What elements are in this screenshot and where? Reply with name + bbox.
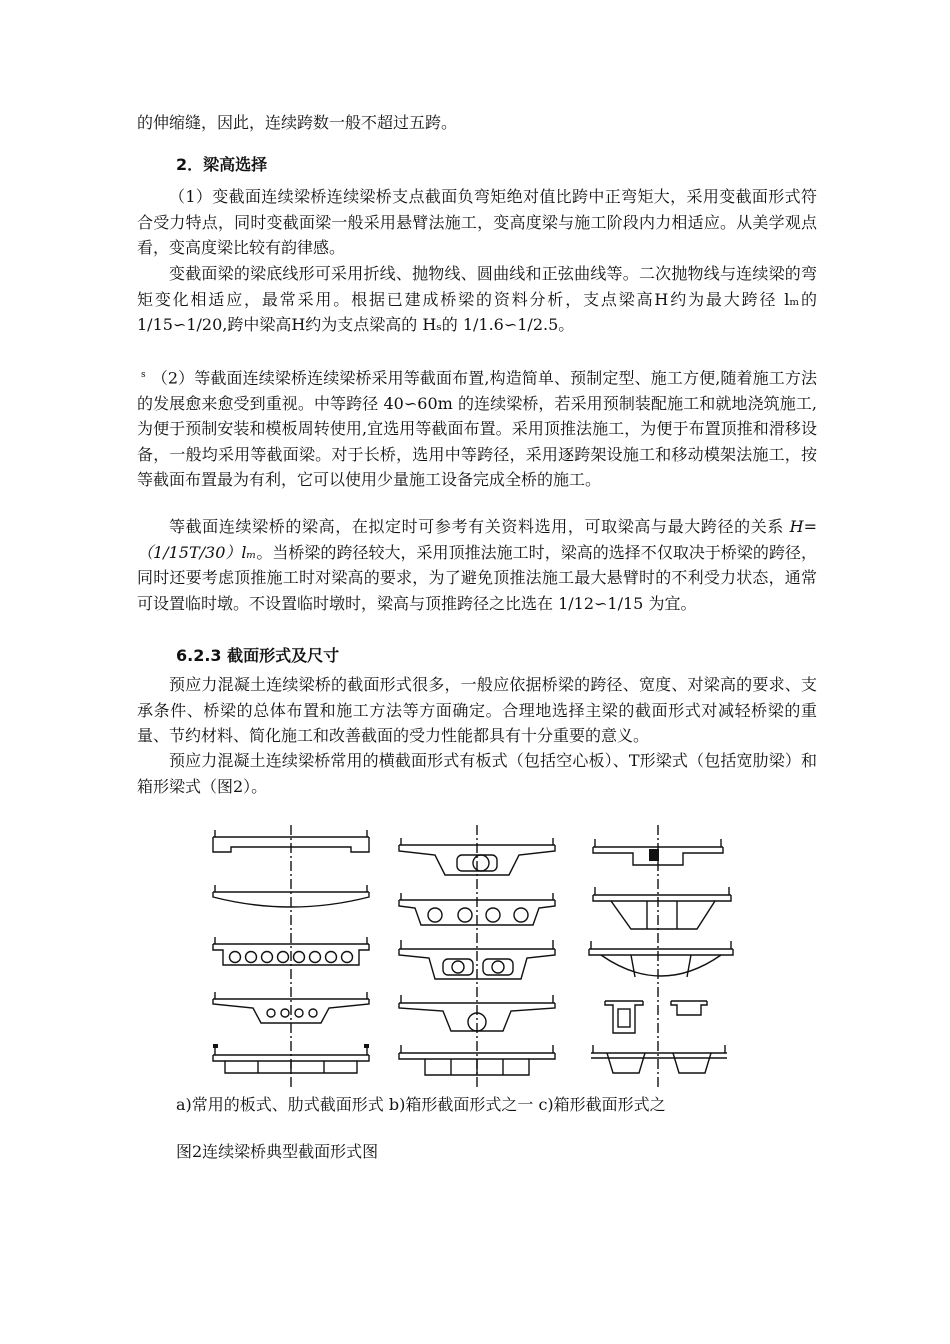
section-c4	[605, 1001, 707, 1033]
formula: H=（1/15T/30）lₘ	[137, 517, 817, 562]
figure-subcaptions: a)常用的板式、肋式截面形式 b)箱形截面形式之一 c)箱形截面形式之	[176, 1095, 666, 1114]
paragraph-constant-section-text: （2）等截面连续梁桥连续梁桥采用等截面布置,构造简单、预制定型、施工方便,随着施工方法的发展愈来愈受到重视。中等跨径 40∽60m 的连续梁桥，若采用预制装配施工和就地浇筑施工,为便于预制安装和模板周转使用,宜选用等截面布置。采用顶推法施工，为便于布置顶推和滑移设备，一般均采用等截面梁。对于长桥，选用中等跨径，采用逐跨架设施工和移动模架法施工，按等截面布置最为有利，它可以使用少量施工设备完成全桥的施工。	[137, 368, 817, 490]
paragraph-variable-section: （1）变截面连续梁桥连续梁桥支点截面负弯矩绝对值比跨中正弯矩大，采用变截面形式符合受力特点，同时变截面梁一般采用悬臂法施工，变高度梁与施工阶段内力相适应。从美学观点看，变高度梁比较有韵律感。	[137, 187, 817, 257]
paragraph-constant-beam-height	[137, 514, 817, 616]
paragraph-beam-bottom-curve: 变截面梁的梁底线形可采用折线、抛物线、圆曲线和正弦曲线等。二次抛物线与连续梁的弯矩变化相适应，最常采用。根据已建成桥梁的资料分析，支点梁高H约为最大跨径 lₘ的 1/15∽1/20,跨中梁高H约为支点梁高的 Hₛ的 1/1.6∽1/2.5。	[137, 264, 817, 334]
paragraph-text-a: 等截面连续梁桥的梁高，在拟定时可参考有关资料选用，可取梁高与最大跨径的关系	[169, 517, 790, 536]
paragraph-marker: s	[141, 370, 146, 380]
paragraph-constant-section	[137, 363, 817, 493]
section-c2	[593, 887, 731, 929]
section-heading-beam-height: 2．梁高选择	[176, 155, 268, 174]
paragraph-common-sections: 预应力混凝土连续梁桥常用的横截面形式有板式（包括空心板）、T形梁式（包括宽肋梁）和箱形梁式（图2）。	[137, 751, 817, 796]
paragraph-section-forms: 预应力混凝土连续梁桥的截面形式很多，一般应依据桥梁的跨径、宽度、对梁高的要求、支承条件、桥梁的总体布置和施工方法等方面确定。合理地选择主梁的截面形式对减轻桥梁的重量、节约材料、简化施工和改善截面的受力性能都具有十分重要的意义。	[137, 675, 817, 745]
cross-section-figure	[203, 825, 759, 1090]
paragraph-continuation: 的伸缩缝，因此，连续跨数一般不超过五跨。	[137, 113, 458, 132]
figure-title: 图2连续梁桥典型截面形式图	[176, 1142, 379, 1161]
paragraph-text-b: 。当桥梁的跨径较大，采用顶推法施工时，梁高的选择不仅取决于桥梁的跨径，同时还要考虑顶推施工时对梁高的要求，为了避免顶推法施工最大悬臂时的不利受力状态，通常可设置临时墩。不设置临时墩时，梁高与顶推跨径之比选在 1/12∽1/15 为宜。	[137, 542, 817, 613]
section-heading-cross-section: 6.2.3 截面形式及尺寸	[176, 646, 340, 665]
section-c5	[591, 1045, 727, 1073]
section-c3	[589, 941, 733, 977]
cross-section-drawings	[203, 825, 759, 1090]
